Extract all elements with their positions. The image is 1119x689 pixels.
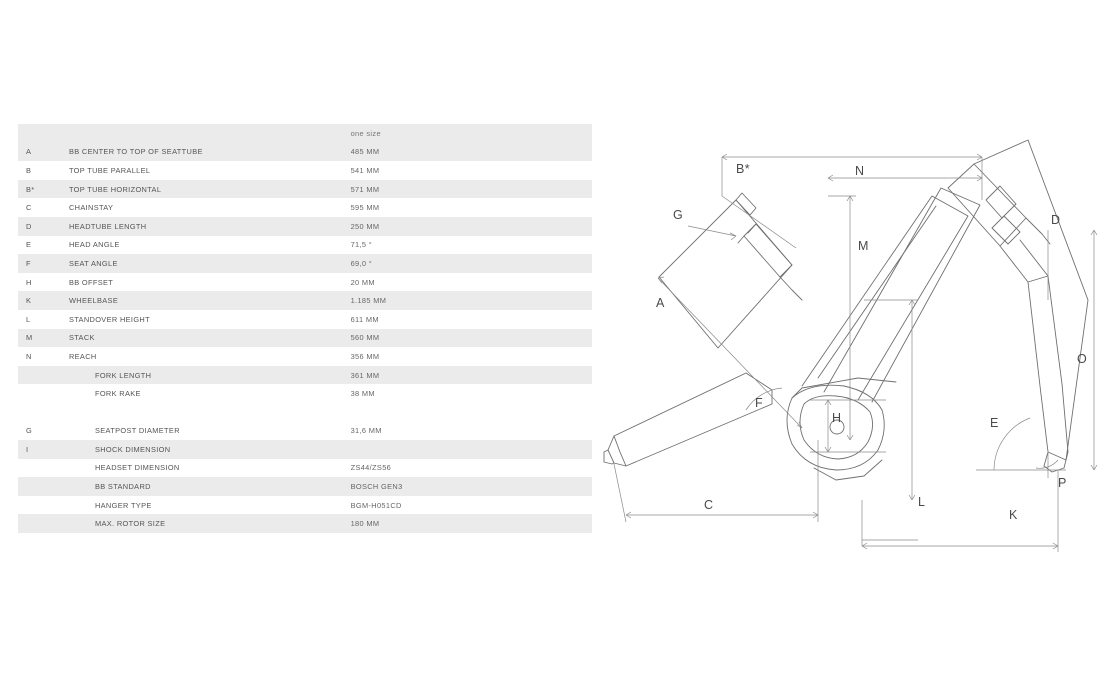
table-row [18, 161, 592, 180]
geometry-rows-second [18, 422, 592, 534]
row-value: 20 MM [351, 273, 592, 292]
spacer-cell-1 [18, 403, 69, 422]
row-value: 611 MM [351, 310, 592, 329]
row-label: HANGER TYPE [69, 496, 351, 515]
row-value: BGM-H051CD [351, 496, 592, 515]
table-row [18, 366, 592, 385]
row-label: SEAT ANGLE [69, 254, 351, 273]
table-row [18, 329, 592, 348]
seattube-lower-extension [780, 277, 802, 300]
table-row [18, 310, 592, 329]
table-row [18, 143, 592, 162]
dimension-label-m: M [858, 239, 869, 253]
row-code: N [18, 347, 69, 366]
dimension-label-g: G [673, 208, 684, 222]
row-value: 71,5 ° [351, 236, 592, 255]
row-label: STANDOVER HEIGHT [69, 310, 351, 329]
dim-line-a [658, 278, 802, 428]
fork-dropout [1044, 466, 1064, 472]
geometry-rows-main [18, 143, 592, 403]
row-label: SHOCK DIMENSION [69, 440, 351, 459]
dimension-label-f: F [755, 396, 764, 410]
toptube-outline [824, 188, 980, 402]
table-row [18, 180, 592, 199]
diagram-labels-group [656, 162, 1087, 522]
dimension-label-a: A [656, 296, 665, 310]
table-row [18, 291, 592, 310]
fork-leg-left [1000, 246, 1048, 466]
table-row [18, 347, 592, 366]
geometry-rows-spacer [18, 403, 592, 422]
row-label: TOP TUBE PARALLEL [69, 161, 351, 180]
row-value: 69,0 ° [351, 254, 592, 273]
table-row [18, 217, 592, 236]
row-code: F [18, 254, 69, 273]
dimension-label-bstar: B* [736, 162, 751, 176]
table-row [18, 236, 592, 255]
dimension-label-c: C [704, 498, 714, 512]
dimension-label-p: P [1058, 476, 1067, 490]
front-reference-panel [974, 140, 1088, 460]
table-row [18, 440, 592, 459]
arc-fork-rake [1036, 460, 1058, 468]
row-label: REACH [69, 347, 351, 366]
spacer-cell-3 [351, 403, 592, 422]
dimension-label-d: D [1051, 213, 1061, 227]
motor-bottom-edge [814, 460, 882, 480]
table-row [18, 422, 592, 441]
downtube-inner-line [818, 206, 936, 378]
bike-geometry-diagram [596, 0, 1119, 689]
dimension-label-n: N [855, 164, 865, 178]
row-value: BOSCH GEN3 [351, 477, 592, 496]
row-code [18, 514, 69, 533]
row-code: M [18, 329, 69, 348]
row-value: 541 MM [351, 161, 592, 180]
dimension-label-e: E [990, 416, 999, 430]
diagram-svg [596, 0, 1119, 689]
row-label: HEADTUBE LENGTH [69, 217, 351, 236]
ext-c-left [614, 464, 626, 522]
row-code: K [18, 291, 69, 310]
row-value: 38 MM [351, 384, 592, 403]
row-label: BB OFFSET [69, 273, 351, 292]
row-value: 356 MM [351, 347, 592, 366]
table-row [18, 514, 592, 533]
row-label: SEATPOST DIAMETER [69, 422, 351, 441]
row-code: L [18, 310, 69, 329]
row-code: A [18, 143, 69, 162]
arrow-g [730, 233, 736, 240]
chainstay-outline [608, 373, 772, 466]
dimension-label-l: L [918, 495, 926, 509]
dropout-left [614, 436, 626, 466]
row-value: 571 MM [351, 180, 592, 199]
row-code [18, 384, 69, 403]
dimension-label-o: O [1077, 352, 1088, 366]
row-value: 1.185 MM [351, 291, 592, 310]
headtube-outline [948, 164, 1026, 246]
row-value: ZS44/ZS56 [351, 459, 592, 478]
row-code: C [18, 198, 69, 217]
row-label: BB STANDARD [69, 477, 351, 496]
row-label: HEAD ANGLE [69, 236, 351, 255]
row-code: B [18, 161, 69, 180]
table-row [18, 273, 592, 292]
spacer-cell-2 [69, 403, 351, 422]
downtube-outline [802, 196, 968, 400]
leader-g [688, 226, 736, 236]
table-row [18, 496, 592, 515]
row-label: HEADSET DIMENSION [69, 459, 351, 478]
row-label: FORK LENGTH [69, 366, 351, 385]
row-code: H [18, 273, 69, 292]
dimension-lines-group [614, 154, 1097, 552]
seattube-outline [659, 200, 792, 348]
geometry-table [18, 124, 592, 533]
row-value: 485 MM [351, 143, 592, 162]
table-row [18, 254, 592, 273]
table-row [18, 198, 592, 217]
arc-seat-angle [746, 388, 782, 410]
fork-leg-right [1020, 240, 1068, 468]
table-row [18, 459, 592, 478]
row-code: I [18, 440, 69, 459]
row-label: WHEELBASE [69, 291, 351, 310]
row-code [18, 496, 69, 515]
row-code: D [18, 217, 69, 236]
row-value: 361 MM [351, 366, 592, 385]
row-label: MAX. ROTOR SIZE [69, 514, 351, 533]
motor-housing-inner [800, 396, 873, 459]
row-code: G [18, 422, 69, 441]
downtube-lower-edge [792, 378, 896, 398]
dimension-label-h: H [832, 411, 842, 425]
row-label: STACK [69, 329, 351, 348]
frame-outline-group [604, 140, 1088, 480]
fork-crown-line [1028, 276, 1048, 282]
row-code [18, 366, 69, 385]
header-code-cell [18, 124, 69, 143]
row-label: TOP TUBE HORIZONTAL [69, 180, 351, 199]
row-code [18, 459, 69, 478]
headtube-inner [986, 186, 1016, 218]
row-code [18, 477, 69, 496]
table-row [18, 477, 592, 496]
headtube-top-extension [1026, 218, 1050, 244]
geometry-table-grid [18, 124, 592, 533]
dimension-label-k: K [1009, 508, 1018, 522]
row-label: FORK RAKE [69, 384, 351, 403]
table-header-row [18, 124, 592, 143]
row-value [351, 440, 592, 459]
header-label-cell [69, 124, 351, 143]
header-size-cell: one size [351, 124, 592, 143]
arc-head-angle [994, 418, 1030, 470]
row-code: E [18, 236, 69, 255]
geometry-table-body [18, 124, 592, 143]
row-value: 250 MM [351, 217, 592, 236]
seattube-inner [744, 224, 792, 277]
row-value: 180 MM [351, 514, 592, 533]
table-row [18, 384, 592, 403]
table-spacer-row [18, 403, 592, 422]
row-label: CHAINSTAY [69, 198, 351, 217]
row-code: B* [18, 180, 69, 199]
row-value: 595 MM [351, 198, 592, 217]
row-label: BB CENTER TO TOP OF SEATTUBE [69, 143, 351, 162]
row-value: 31,6 MM [351, 422, 592, 441]
row-value: 560 MM [351, 329, 592, 348]
